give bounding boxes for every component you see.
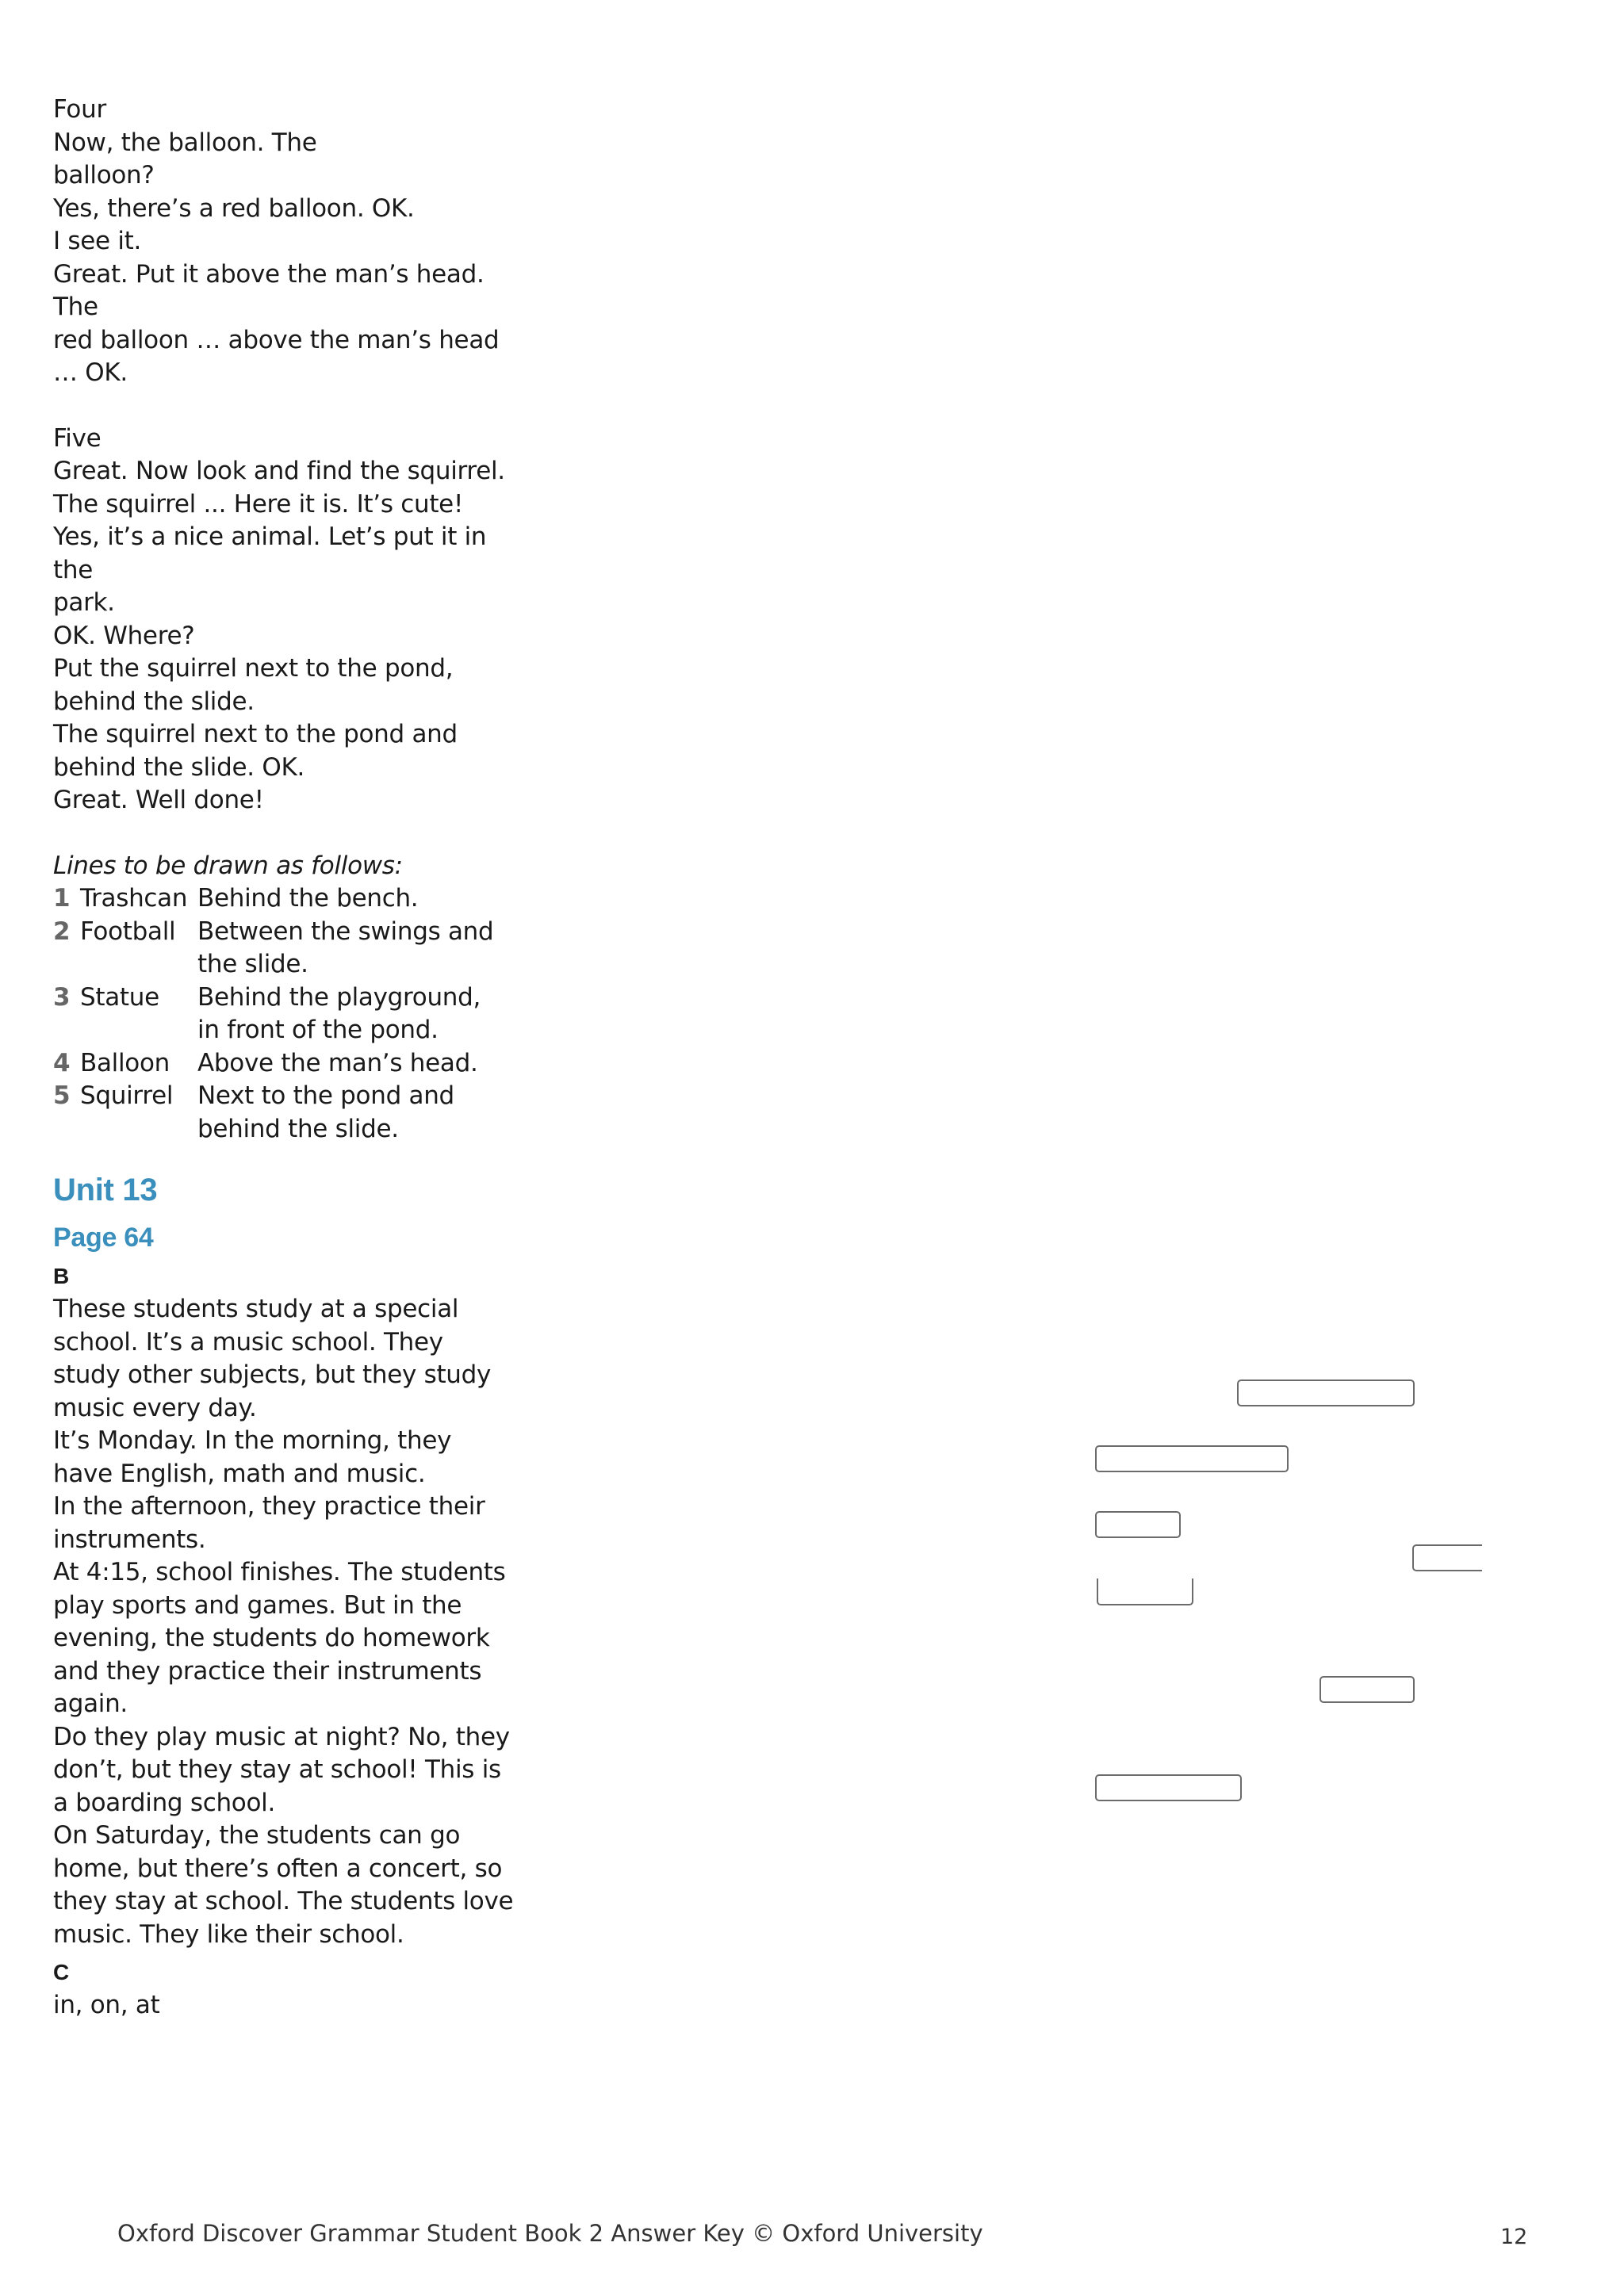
- passage-line: These students study at a special: [53, 1295, 459, 1323]
- answer-number: 4: [53, 1048, 71, 1077]
- answer-description: Next to the pond and behind the slide.: [197, 1081, 454, 1143]
- answer-row: [53, 916, 529, 982]
- passage-line: and they practice their instruments: [53, 1656, 482, 1686]
- dialogue-line: Put the squirrel next to the pond,: [53, 654, 454, 683]
- spacer: [53, 817, 529, 850]
- blank-field[interactable]: [1320, 1676, 1415, 1703]
- blank-field[interactable]: [1237, 1380, 1415, 1406]
- blank-field[interactable]: [1095, 1511, 1181, 1538]
- answer-number: 5: [53, 1081, 71, 1110]
- lines-intro: Lines to be drawn as follows:: [53, 851, 403, 880]
- answer-row: [53, 1080, 529, 1146]
- passage-line: At 4:15, school finishes. The students: [53, 1558, 506, 1586]
- passage-line: instruments.: [53, 1525, 206, 1554]
- dialogue-line: … OK.: [53, 358, 128, 387]
- answer-row: [53, 882, 529, 916]
- answer-item: Football: [80, 916, 176, 946]
- answer-description: Above the man’s head.: [197, 1048, 478, 1077]
- dialogue-line: OK. Where?: [53, 621, 195, 650]
- blank-field[interactable]: [1097, 1578, 1193, 1605]
- blank-field[interactable]: [1412, 1544, 1482, 1571]
- answer-key-column: [53, 94, 529, 2022]
- answer-number: 2: [53, 916, 71, 946]
- blank-field[interactable]: [1095, 1774, 1242, 1801]
- page-number: 12: [1500, 2225, 1528, 2249]
- dialogue-line: The squirrel ... Here it is. It’s cute!: [53, 489, 464, 519]
- blank-field[interactable]: [1095, 1445, 1289, 1472]
- passage-line: a boarding school.: [53, 1788, 276, 1817]
- passage-line: they stay at school. The students love: [53, 1887, 514, 1915]
- dialogue-line: balloon?: [53, 161, 155, 189]
- dialogue-five-heading: Five: [53, 423, 102, 453]
- passage-line: evening, the students do homework: [53, 1624, 490, 1652]
- passage-line: Do they play music at night? No, they: [53, 1722, 510, 1751]
- answer-item: Trashcan: [80, 884, 188, 913]
- section-c-answer: in, on, at: [53, 1991, 160, 2019]
- passage-line: music. They like their school.: [53, 1919, 404, 1949]
- passage-line: again.: [53, 1689, 128, 1718]
- answer-item: Balloon: [80, 1048, 170, 1077]
- dialogue-line: red balloon … above the man’s head: [53, 325, 500, 354]
- dialogue-line: behind the slide. OK.: [53, 752, 305, 782]
- answer-description: Behind the playground, in front of the pond.: [197, 982, 481, 1044]
- dialogue-line: Yes, it’s a nice animal. Let’s put it in the: [53, 522, 487, 584]
- passage-line: music every day.: [53, 1393, 257, 1422]
- page-footer: Oxford Discover Grammar Student Book 2 Answer Key © Oxford University: [117, 2220, 983, 2247]
- dialogue-line: The squirrel next to the pond and: [53, 720, 458, 748]
- dialogue-line: park.: [53, 588, 115, 617]
- answer-number: 1: [53, 884, 71, 913]
- dialogue-line: Great. Now look and find the squirrel.: [53, 457, 505, 485]
- answer-item: Squirrel: [80, 1081, 174, 1110]
- unit-title: Unit 13: [53, 1173, 158, 1207]
- dialogue-four-heading: Four: [53, 95, 106, 124]
- passage-line: don’t, but they stay at school! This is: [53, 1755, 501, 1784]
- passage-line: home, but there’s often a concert, so: [53, 1854, 503, 1883]
- passage-line: study other subjects, but they study: [53, 1360, 492, 1389]
- dialogue-line: behind the slide.: [53, 687, 255, 716]
- answer-description: Behind the bench.: [197, 884, 419, 913]
- answer-item: Statue: [80, 982, 159, 1012]
- dialogue-line: Yes, there’s a red balloon. OK.: [53, 193, 415, 223]
- section-c-label: C: [53, 1960, 69, 1984]
- dialogue-line: Great. Put it above the man’s head. The: [53, 259, 485, 321]
- section-b-label: B: [53, 1264, 69, 1288]
- answer-number: 3: [53, 982, 71, 1012]
- passage-line: On Saturday, the students can go: [53, 1821, 461, 1850]
- passage-line: In the afternoon, they practice their: [53, 1492, 485, 1521]
- passage-line: play sports and games. But in the: [53, 1590, 462, 1620]
- answer-description: Between the swings and the slide.: [197, 916, 494, 978]
- page-title: Page 64: [53, 1223, 154, 1253]
- passage-line: have English, math and music.: [53, 1459, 426, 1488]
- dialogue-line: Now, the balloon. The: [53, 128, 317, 157]
- dialogue-line: I see it.: [53, 227, 142, 255]
- dialogue-line: Great. Well done!: [53, 786, 264, 814]
- answer-row: [53, 982, 529, 1047]
- spacer: [53, 390, 529, 423]
- answer-row: [53, 1047, 529, 1081]
- passage-line: It’s Monday. In the morning, they: [53, 1426, 452, 1455]
- passage-line: school. It’s a music school. They: [53, 1327, 443, 1357]
